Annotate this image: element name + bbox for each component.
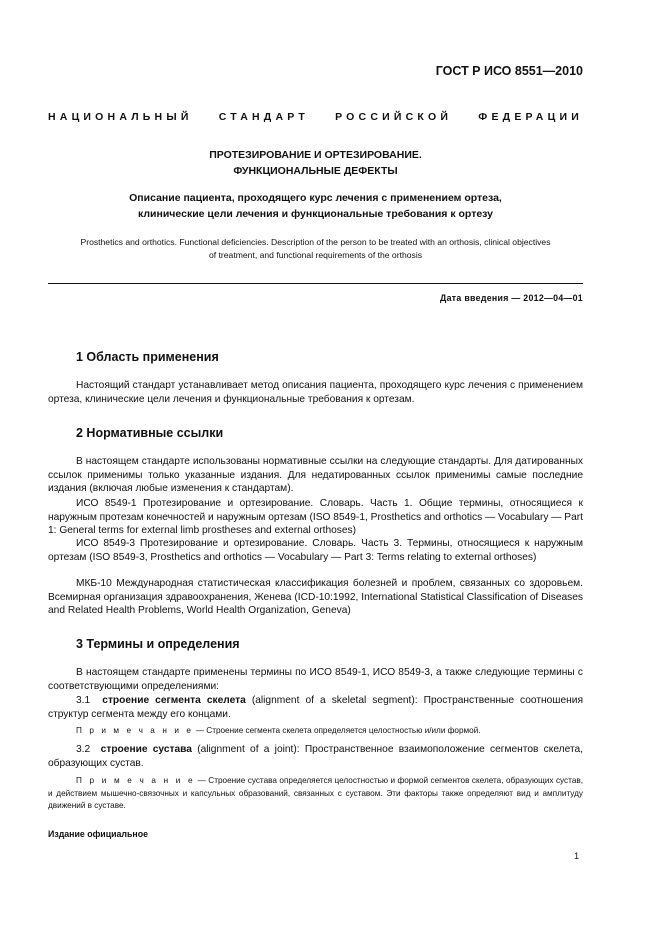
term-definition: (alignment of a joint): Пространственное взаимоположение сегментов скелета, образующих сустав. <box>48 744 583 769</box>
paragraph-text: В настоящем стандарте применены термины по ИСО 8549-1, ИСО 8549-3, а также следующие термины с соответствующими определениями: <box>48 667 583 692</box>
section-2-paragraph <box>48 455 583 496</box>
term-3-2 <box>48 743 583 770</box>
term-3-1 <box>48 694 583 721</box>
subtitle-line: клинические цели лечения и функциональные требования к ортезу <box>138 208 493 220</box>
subtitle-line: Описание пациента, проходящего курс лечения с применением ортеза, <box>129 192 502 204</box>
english-title-line: Prosthetics and orthotics. Functional deficiencies. Description of the person to be treated with an orthosis, clinical objectives <box>80 237 551 247</box>
national-standard-banner <box>48 111 583 123</box>
section-1-paragraph <box>48 379 583 406</box>
reference-iso-8549-3 <box>48 537 583 564</box>
standard-code: ГОСТ Р ИСО 8551—2010 <box>435 64 583 78</box>
term-definition: (alignment of a skeletal segment): Пространственные соотношения структур сегмента между его концами. <box>48 695 583 720</box>
page-number: 1 <box>574 851 579 861</box>
paragraph-text: МКБ-10 Международная статистическая классификация болезней и проблем, связанных со здоровьем. Всемирная организация здравоохранения, Женева (ICD-10:1992, International Statistical Classification of Diseases and Related Health Problems, World Health Organization, Geneva) <box>48 578 583 617</box>
banner-word: РОССИЙСКОЙ <box>335 111 453 123</box>
banner-word: СТАНДАРТ <box>218 111 309 123</box>
note-label: П р и м е ч а н и е <box>76 726 194 735</box>
title-line: ПРОТЕЗИРОВАНИЕ И ОРТЕЗИРОВАНИЕ. <box>209 149 422 161</box>
paragraph-text: В настоящем стандарте использованы нормативные ссылки на следующие стандарты. Для датированных ссылок применимы только указанные издания. Для недатированных ссылок применимы самые последние издания (включая любые изменения к стандартам). <box>48 456 583 495</box>
effective-date: Дата введения — 2012—04—01 <box>440 293 583 303</box>
banner-word: НАЦИОНАЛЬНЫЙ <box>48 111 193 123</box>
section-3-paragraph <box>48 666 583 693</box>
document-subtitle <box>48 190 583 222</box>
reference-icd-10 <box>48 577 583 618</box>
header-divider <box>48 283 583 284</box>
section-2-heading: 2 Нормативные ссылки <box>76 426 224 440</box>
section-3-heading: 3 Термины и определения <box>76 637 240 651</box>
term-number: 3.2 <box>76 744 91 755</box>
paragraph-text: ИСО 8549-3 Протезирование и ортезирование. Словарь. Часть 3. Термины, относящиеся к наружным ортезам (ISO 8549-3, Prosthetics and orthotics — Vocabulary — Part 3: Terms relating to external orthoses) <box>48 538 583 563</box>
term-name: строение сустава <box>100 744 192 755</box>
english-title <box>48 236 583 262</box>
note-3-1 <box>48 725 583 738</box>
document-title <box>48 147 583 179</box>
english-title-line: of treatment, and functional requirements of the orthosis <box>208 250 423 260</box>
paragraph-text: ИСО 8549-1 Протезирование и ортезирование. Словарь. Часть 1. Общие термины, относящиеся к наружным протезам конечностей и наружным ортезам (ISO 8549-1, Prosthetics and orthotics — Vocabulary — Part 1: General terms for external limb prostheses and external orthoses) <box>48 498 583 537</box>
title-line: ФУНКЦИОНАЛЬНЫЕ ДЕФЕКТЫ <box>233 165 398 177</box>
note-text: — Строение сустава определяется целостностью и формой сегментов скелета, образующих сустав, и действием мышечно-связочных и капсульных образований, связанных с суставом. Эти факторы также определяют вид и амплитуду движений в суставе. <box>48 776 583 810</box>
note-label: П р и м е ч а н и е <box>76 776 196 785</box>
paragraph-text: Настоящий стандарт устанавливает метод описания пациента, проходящего курс лечения с применением ортеза, клинические цели лечения и функциональные требования к ортезам. <box>48 380 583 405</box>
section-1-heading: 1 Область применения <box>76 350 219 364</box>
official-edition-label: Издание официальное <box>48 829 148 839</box>
note-3-2 <box>48 775 583 813</box>
term-number: 3.1 <box>76 695 91 706</box>
note-text: — Строение сегмента скелета определяется целостностью и/или формой. <box>193 726 481 735</box>
reference-iso-8549-1 <box>48 497 583 538</box>
term-name: строение сегмента скелета <box>102 695 246 706</box>
banner-word: ФЕДЕРАЦИИ <box>478 111 583 123</box>
